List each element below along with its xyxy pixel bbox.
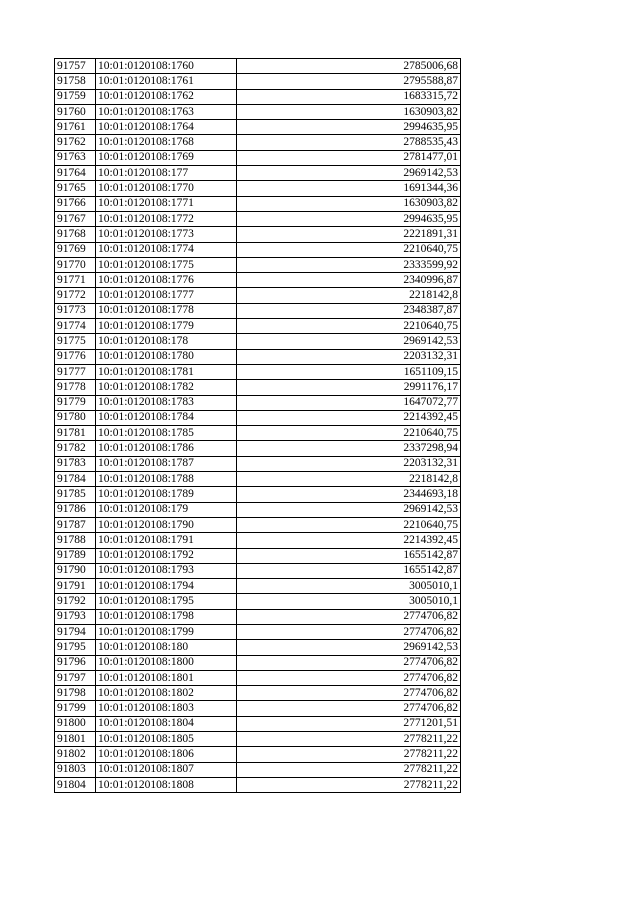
value-cell: 2214392,45 (237, 410, 461, 425)
value-cell: 2348387,87 (237, 303, 461, 318)
table-row (55, 303, 461, 318)
cadastral-number-cell: 10:01:0120108:1788 (96, 472, 237, 487)
row-number-cell: 91789 (55, 548, 96, 563)
table-row (55, 655, 461, 670)
value-cell: 2991176,17 (237, 380, 461, 395)
row-number-cell: 91758 (55, 74, 96, 89)
cadastral-number-cell: 10:01:0120108:179 (96, 502, 237, 517)
table-row (55, 349, 461, 364)
value-cell: 2210640,75 (237, 242, 461, 257)
table-row (55, 456, 461, 471)
table-row (55, 150, 461, 165)
value-cell: 2214392,45 (237, 533, 461, 548)
value-cell: 2774706,82 (237, 609, 461, 624)
table-row (55, 517, 461, 532)
row-number-cell: 91802 (55, 747, 96, 762)
value-cell: 2778211,22 (237, 762, 461, 777)
row-number-cell: 91768 (55, 227, 96, 242)
table-row (55, 609, 461, 624)
table-row (55, 502, 461, 517)
cadastral-number-cell: 10:01:0120108:1781 (96, 364, 237, 379)
table-row (55, 104, 461, 119)
value-cell: 2788535,43 (237, 135, 461, 150)
value-cell: 2778211,22 (237, 747, 461, 762)
table-row (55, 334, 461, 349)
cadastral-number-cell: 10:01:0120108:1773 (96, 227, 237, 242)
table-row (55, 89, 461, 104)
value-cell: 2994635,95 (237, 120, 461, 135)
row-number-cell: 91778 (55, 380, 96, 395)
row-number-cell: 91764 (55, 166, 96, 181)
value-cell: 2333599,92 (237, 257, 461, 272)
row-number-cell: 91782 (55, 441, 96, 456)
table-row (55, 533, 461, 548)
cadastral-number-cell: 10:01:0120108:1774 (96, 242, 237, 257)
row-number-cell: 91769 (55, 242, 96, 257)
table-row (55, 487, 461, 502)
row-number-cell: 91775 (55, 334, 96, 349)
row-number-cell: 91804 (55, 777, 96, 792)
value-cell: 2969142,53 (237, 502, 461, 517)
row-number-cell: 91793 (55, 609, 96, 624)
cadastral-number-cell: 10:01:0120108:1764 (96, 120, 237, 135)
table-row (55, 701, 461, 716)
table-row (55, 747, 461, 762)
cadastral-number-cell: 10:01:0120108:1800 (96, 655, 237, 670)
row-number-cell: 91791 (55, 579, 96, 594)
row-number-cell: 91781 (55, 426, 96, 441)
value-cell: 1630903,82 (237, 196, 461, 211)
table-row (55, 732, 461, 747)
row-number-cell: 91794 (55, 624, 96, 639)
cadastral-number-cell: 10:01:0120108:1777 (96, 288, 237, 303)
value-cell: 1651109,15 (237, 364, 461, 379)
row-number-cell: 91801 (55, 732, 96, 747)
row-number-cell: 91763 (55, 150, 96, 165)
value-cell: 2337298,94 (237, 441, 461, 456)
row-number-cell: 91771 (55, 273, 96, 288)
row-number-cell: 91776 (55, 349, 96, 364)
row-number-cell: 91800 (55, 716, 96, 731)
table-row (55, 211, 461, 226)
value-cell: 2774706,82 (237, 655, 461, 670)
cadastral-number-cell: 10:01:0120108:1770 (96, 181, 237, 196)
cadastral-number-cell: 10:01:0120108:1798 (96, 609, 237, 624)
cadastral-number-cell: 10:01:0120108:1806 (96, 747, 237, 762)
row-number-cell: 91767 (55, 211, 96, 226)
cadastral-number-cell: 10:01:0120108:1795 (96, 594, 237, 609)
table-row (55, 288, 461, 303)
table-row (55, 441, 461, 456)
row-number-cell: 91773 (55, 303, 96, 318)
row-number-cell: 91792 (55, 594, 96, 609)
row-number-cell: 91774 (55, 319, 96, 334)
row-number-cell: 91759 (55, 89, 96, 104)
cadastral-number-cell: 10:01:0120108:1790 (96, 517, 237, 532)
cadastral-number-cell: 10:01:0120108:1793 (96, 563, 237, 578)
cadastral-number-cell: 10:01:0120108:1789 (96, 487, 237, 502)
cadastral-number-cell: 10:01:0120108:1768 (96, 135, 237, 150)
table-row (55, 624, 461, 639)
value-cell: 2210640,75 (237, 319, 461, 334)
table-row (55, 181, 461, 196)
row-number-cell: 91765 (55, 181, 96, 196)
row-number-cell: 91766 (55, 196, 96, 211)
cadastral-number-cell: 10:01:0120108:177 (96, 166, 237, 181)
row-number-cell: 91757 (55, 59, 96, 74)
cadastral-number-cell: 10:01:0120108:1784 (96, 410, 237, 425)
value-cell: 2203132,31 (237, 456, 461, 471)
cadastral-number-cell: 10:01:0120108:1771 (96, 196, 237, 211)
table-row (55, 273, 461, 288)
cadastral-number-cell: 10:01:0120108:1805 (96, 732, 237, 747)
table-row (55, 777, 461, 792)
table-row (55, 227, 461, 242)
row-number-cell: 91786 (55, 502, 96, 517)
cadastral-number-cell: 10:01:0120108:1772 (96, 211, 237, 226)
table-row (55, 74, 461, 89)
table-row (55, 762, 461, 777)
cadastral-number-cell: 10:01:0120108:1760 (96, 59, 237, 74)
value-cell: 2778211,22 (237, 777, 461, 792)
cadastral-number-cell: 10:01:0120108:1785 (96, 426, 237, 441)
table-body (55, 59, 461, 793)
row-number-cell: 91760 (55, 104, 96, 119)
value-cell: 2218142,8 (237, 472, 461, 487)
table-row (55, 686, 461, 701)
cadastral-number-cell: 10:01:0120108:1782 (96, 380, 237, 395)
row-number-cell: 91784 (55, 472, 96, 487)
cadastral-number-cell: 10:01:0120108:1804 (96, 716, 237, 731)
value-cell: 1647072,77 (237, 395, 461, 410)
table-row (55, 716, 461, 731)
cadastral-number-cell: 10:01:0120108:1778 (96, 303, 237, 318)
value-cell: 1691344,36 (237, 181, 461, 196)
table-row (55, 135, 461, 150)
value-cell: 2210640,75 (237, 426, 461, 441)
value-cell: 2221891,31 (237, 227, 461, 242)
value-cell: 2203132,31 (237, 349, 461, 364)
table-row (55, 472, 461, 487)
cadastral-number-cell: 10:01:0120108:1807 (96, 762, 237, 777)
value-cell: 2210640,75 (237, 517, 461, 532)
cadastral-number-cell: 10:01:0120108:1794 (96, 579, 237, 594)
value-cell: 2969142,53 (237, 334, 461, 349)
table-row (55, 670, 461, 685)
row-number-cell: 91790 (55, 563, 96, 578)
row-number-cell: 91797 (55, 670, 96, 685)
cadastral-number-cell: 10:01:0120108:1783 (96, 395, 237, 410)
row-number-cell: 91770 (55, 257, 96, 272)
table-row (55, 426, 461, 441)
table-row (55, 120, 461, 135)
value-cell: 2774706,82 (237, 670, 461, 685)
cadastral-number-cell: 10:01:0120108:1799 (96, 624, 237, 639)
row-number-cell: 91799 (55, 701, 96, 716)
table-row (55, 594, 461, 609)
row-number-cell: 91788 (55, 533, 96, 548)
row-number-cell: 91787 (55, 517, 96, 532)
cadastral-number-cell: 10:01:0120108:1787 (96, 456, 237, 471)
row-number-cell: 91780 (55, 410, 96, 425)
row-number-cell: 91777 (55, 364, 96, 379)
value-cell: 2969142,53 (237, 166, 461, 181)
cadastral-number-cell: 10:01:0120108:1791 (96, 533, 237, 548)
table-row (55, 548, 461, 563)
row-number-cell: 91796 (55, 655, 96, 670)
table-row (55, 380, 461, 395)
cadastral-number-cell: 10:01:0120108:1762 (96, 89, 237, 104)
cadastral-number-cell: 10:01:0120108:1801 (96, 670, 237, 685)
cadastral-number-cell: 10:01:0120108:1780 (96, 349, 237, 364)
cadastral-number-cell: 10:01:0120108:1769 (96, 150, 237, 165)
value-cell: 2781477,01 (237, 150, 461, 165)
value-cell: 1655142,87 (237, 563, 461, 578)
row-number-cell: 91798 (55, 686, 96, 701)
value-cell: 2774706,82 (237, 624, 461, 639)
cadastral-number-cell: 10:01:0120108:1779 (96, 319, 237, 334)
cadastral-number-cell: 10:01:0120108:1761 (96, 74, 237, 89)
row-number-cell: 91779 (55, 395, 96, 410)
table-row (55, 196, 461, 211)
value-cell: 2969142,53 (237, 640, 461, 655)
table-row (55, 166, 461, 181)
value-cell: 2774706,82 (237, 686, 461, 701)
cadastral-number-cell: 10:01:0120108:1775 (96, 257, 237, 272)
value-cell: 3005010,1 (237, 579, 461, 594)
value-cell: 2994635,95 (237, 211, 461, 226)
row-number-cell: 91783 (55, 456, 96, 471)
row-number-cell: 91803 (55, 762, 96, 777)
table-row (55, 364, 461, 379)
value-cell: 1655142,87 (237, 548, 461, 563)
table-row (55, 579, 461, 594)
table-row (55, 59, 461, 74)
row-number-cell: 91795 (55, 640, 96, 655)
cadastral-number-cell: 10:01:0120108:180 (96, 640, 237, 655)
row-number-cell: 91761 (55, 120, 96, 135)
value-cell: 2778211,22 (237, 732, 461, 747)
cadastral-number-cell: 10:01:0120108:1808 (96, 777, 237, 792)
value-cell: 2340996,87 (237, 273, 461, 288)
cadastral-number-cell: 10:01:0120108:1803 (96, 701, 237, 716)
value-cell: 2785006,68 (237, 59, 461, 74)
row-number-cell: 91785 (55, 487, 96, 502)
cadastral-number-cell: 10:01:0120108:1802 (96, 686, 237, 701)
row-number-cell: 91762 (55, 135, 96, 150)
value-cell: 2771201,51 (237, 716, 461, 731)
value-cell: 2774706,82 (237, 701, 461, 716)
value-cell: 2795588,87 (237, 74, 461, 89)
table-row (55, 242, 461, 257)
row-number-cell: 91772 (55, 288, 96, 303)
cadastral-number-cell: 10:01:0120108:1786 (96, 441, 237, 456)
cadastral-number-cell: 10:01:0120108:1792 (96, 548, 237, 563)
value-cell: 1630903,82 (237, 104, 461, 119)
table-row (55, 640, 461, 655)
value-cell: 2344693,18 (237, 487, 461, 502)
table-row (55, 395, 461, 410)
table-row (55, 319, 461, 334)
value-cell: 3005010,1 (237, 594, 461, 609)
table-row (55, 257, 461, 272)
cadastral-number-cell: 10:01:0120108:178 (96, 334, 237, 349)
value-cell: 2218142,8 (237, 288, 461, 303)
table-row (55, 410, 461, 425)
data-table (54, 58, 461, 793)
cadastral-number-cell: 10:01:0120108:1776 (96, 273, 237, 288)
table-row (55, 563, 461, 578)
cadastral-number-cell: 10:01:0120108:1763 (96, 104, 237, 119)
value-cell: 1683315,72 (237, 89, 461, 104)
